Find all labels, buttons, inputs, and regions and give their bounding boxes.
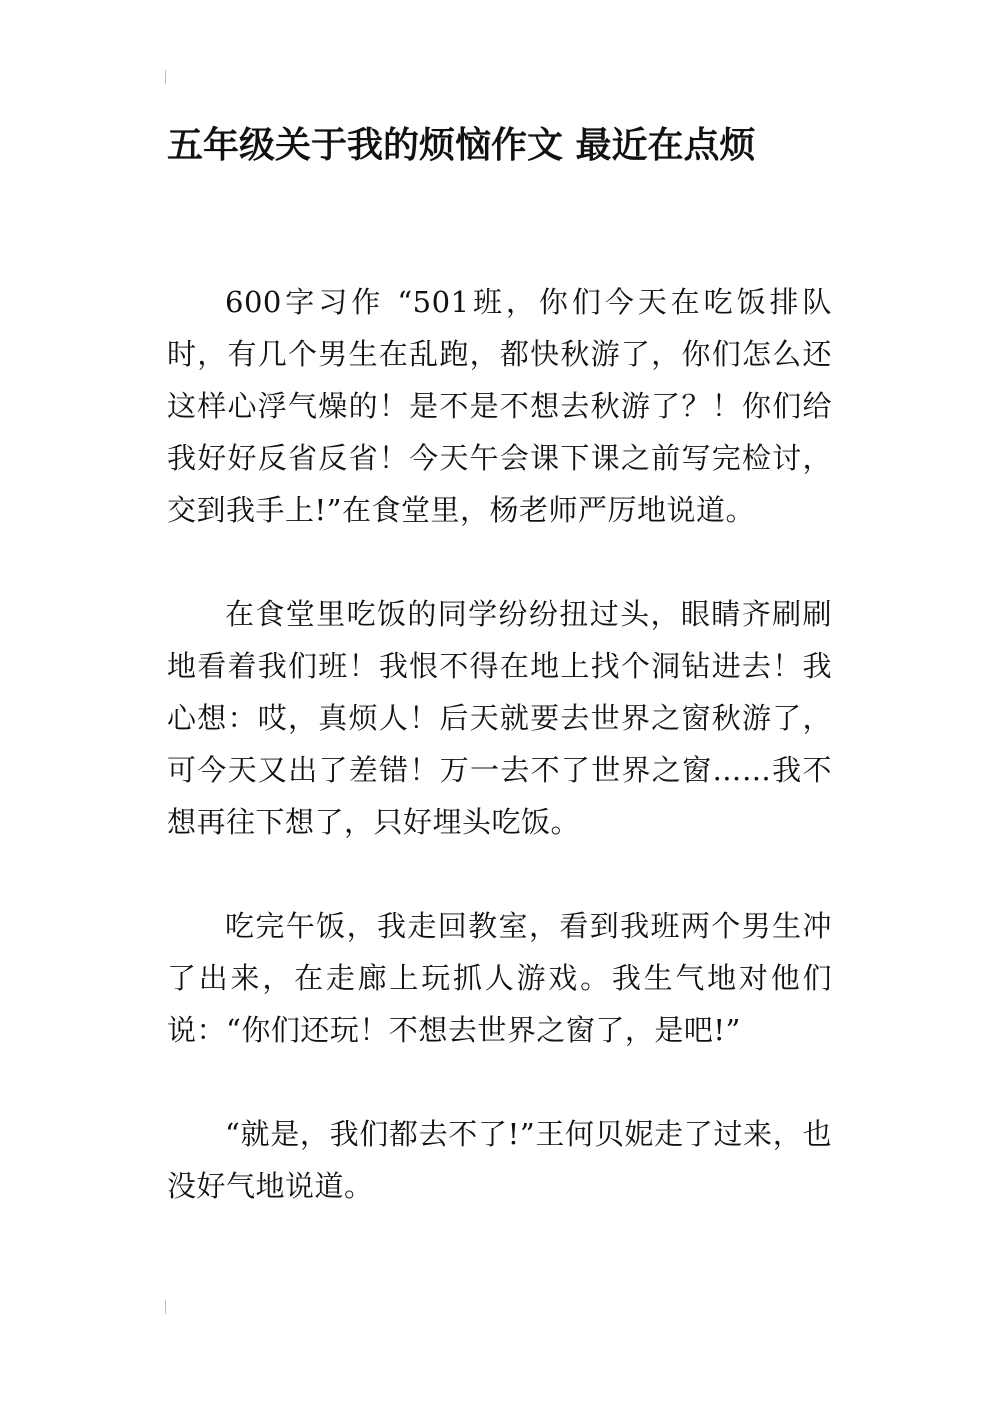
paragraph-1: 600字习作 “501班，你们今天在吃饭排队时，有几个男生在乱跑，都快秋游了，你们怎么还这样心浮气燥的！是不是不想去秋游了？！你们给我好好反省反省！今天午会课下课之前写完检讨，交到我手上!”在食堂里，杨老师严厉地说道。: [167, 285, 832, 527]
paragraph-3: 吃完午饭，我走回教室，看到我班两个男生冲了出来，在走廊上玩抓人游戏。我生气地对他们说：“你们还玩！不想去世界之窗了，是吧!”: [167, 909, 832, 1047]
page-margin-mark-bottom: [165, 1300, 166, 1314]
paragraph-2: 在食堂里吃饭的同学纷纷扭过头，眼睛齐刷刷地看着我们班！我恨不得在地上找个洞钻进去！我心想：哎，真烦人！后天就要去世界之窗秋游了，可今天又出了差错！万一去不了世界之窗……我不想再往下想了，只好埋头吃饭。: [167, 597, 832, 839]
paragraph-4: “就是，我们都去不了!”王何贝妮走了过来，也没好气地说道。: [167, 1117, 832, 1203]
document-title: 五年级关于我的烦恼作文 最近在点烦: [167, 125, 756, 166]
page-margin-mark-top: [165, 70, 166, 84]
